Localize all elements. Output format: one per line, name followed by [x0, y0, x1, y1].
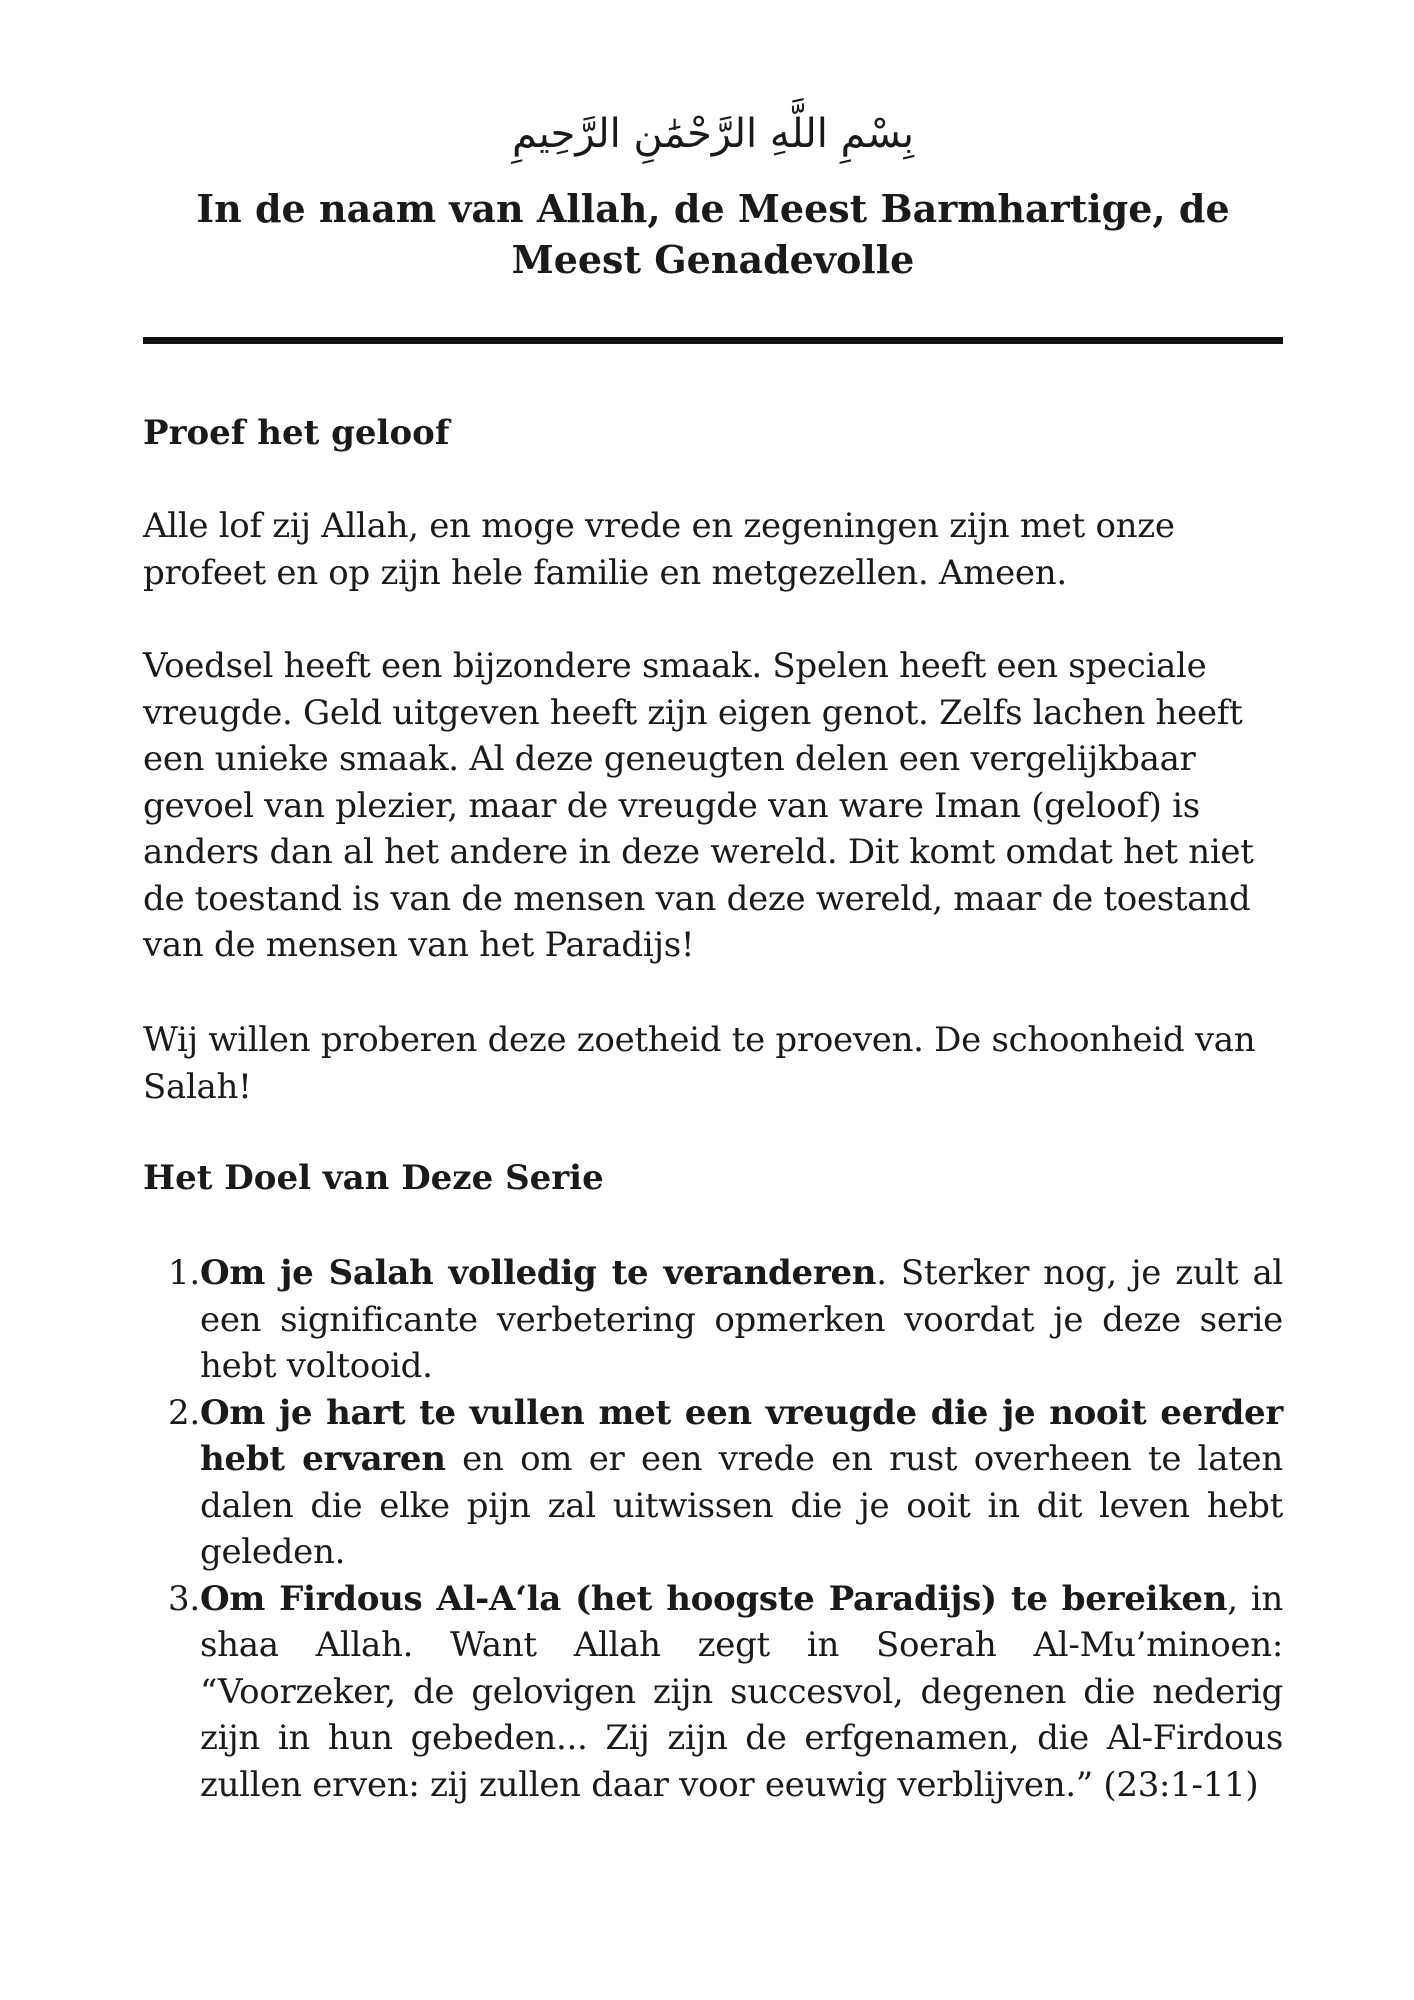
paragraph-praise: Alle lof zij Allah, en moge vrede en zegeningen zijn met onze profeet en op zijn hele familie en metgezellen. Ameen.	[143, 506, 1175, 593]
bismillah-calligraphy: بِسْمِ اللَّهِ الرَّحْمَٰنِ الرَّحِيمِ	[511, 111, 915, 157]
goal-number: 3.	[168, 1578, 200, 1619]
goal-item-3	[143, 1576, 1283, 1809]
goal-bold-text: Om Firdous Al-A‘la (het hoogste Paradijs) te bereiken	[200, 1578, 1228, 1619]
intro-heading: Proef het geloof	[143, 413, 450, 453]
goal-number: 2.	[168, 1392, 200, 1433]
paragraph-sweetness: Wij willen proberen deze zoetheid te proeven. De schoonheid van Salah!	[143, 1020, 1256, 1107]
goal-bold-text: Om je hart te vullen met een vreugde die je nooit eerder hebt ervaren	[200, 1392, 1283, 1479]
goals-heading: Het Doel van Deze Serie	[143, 1158, 604, 1198]
page-title: In de naam van Allah, de Meest Barmhartige, de Meest Genadevolle	[196, 186, 1230, 282]
goal-bold-text: Om je Salah volledig te veranderen	[200, 1253, 877, 1293]
title-divider	[143, 337, 1283, 344]
goals-list	[143, 1250, 1283, 1808]
goal-item-1	[143, 1250, 1283, 1390]
goal-text: en om er een vrede en rust overheen te laten dalen die elke pijn zal uitwissen die je ooit in dit leven hebt geleden.	[200, 1439, 1283, 1572]
goal-number: 1.	[168, 1253, 200, 1293]
paragraph-joy-of-iman: Voedsel heeft een bijzondere smaak. Spelen heeft een speciale vreugde. Geld uitgeven heeft zijn eigen genot. Zelfs lachen heeft een unieke smaak. Al deze geneugten delen een vergelijkbaar gevoel van plezier, maar de vreugde van ware Iman (geloof) is anders dan al het andere in deze wereld. Dit komt omdat het niet de toestand is van de mensen van deze wereld, maar de toestand van de mensen van het Paradijs!	[143, 646, 1254, 965]
goal-text: . Sterker nog, je zult al een significante verbetering opmerken voordat je deze serie hebt voltooid.	[200, 1253, 1283, 1386]
goal-text: , in shaa Allah. Want Allah zegt in Soerah Al-Mu’minoen: “Voorzeker, de gelovigen zijn succesvol, degenen die nederig zijn in hun gebeden... Zij zijn de erfgenamen, die Al-Firdous zullen erven: zij zullen daar voor eeuwig verblijven.” (23:1-11)	[200, 1578, 1283, 1805]
goal-item-2	[143, 1390, 1283, 1576]
